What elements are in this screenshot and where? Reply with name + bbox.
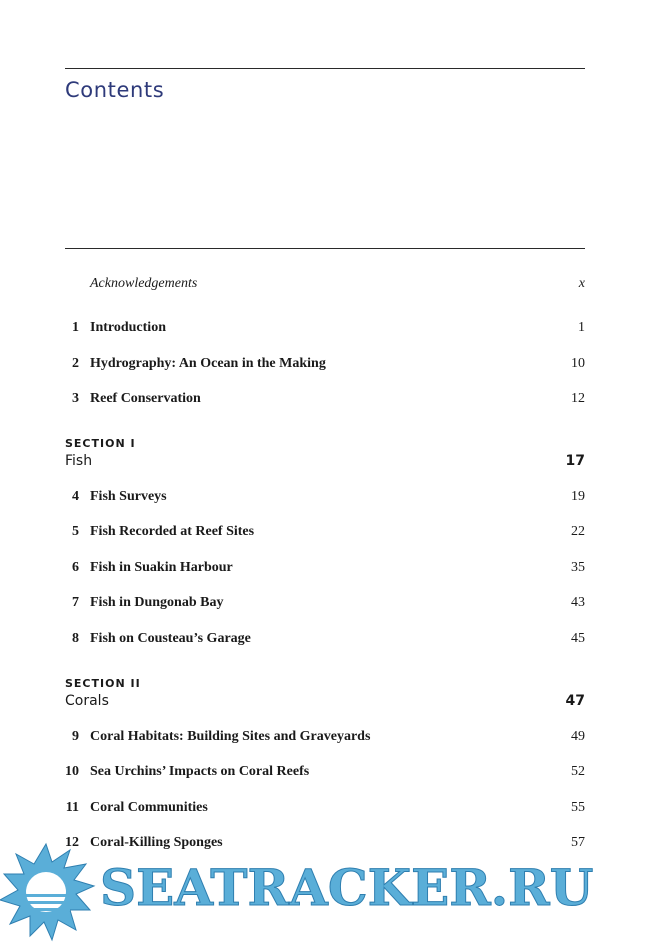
- toc-entry-number: 9: [72, 729, 79, 744]
- toc-entry-page: 43: [571, 595, 585, 610]
- page-title: Contents: [65, 78, 165, 102]
- toc-entry-title: Reef Conservation: [90, 391, 201, 406]
- toc-entry-number: 2: [72, 356, 79, 371]
- toc-entry-page: 49: [571, 729, 585, 744]
- toc-entry-chapter-2[interactable]: [65, 354, 585, 374]
- toc-entry-page: 52: [571, 764, 585, 779]
- toc-entry-page: 10: [571, 356, 585, 371]
- section-name: Fish: [65, 453, 93, 469]
- toc-entry-title: Introduction: [90, 320, 166, 335]
- toc-entry-title: Sea Urchins’ Impacts on Coral Reefs: [90, 764, 310, 779]
- top-rule: [65, 68, 585, 69]
- toc-entry-number: 6: [72, 560, 79, 575]
- toc-entry-number: 8: [72, 631, 79, 646]
- toc-entry-title: Coral Habitats: Building Sites and Graveyards: [90, 729, 371, 744]
- toc-entry-title: Fish Surveys: [90, 489, 167, 504]
- section-heading-corals[interactable]: [65, 691, 585, 711]
- section-page: 47: [565, 693, 585, 709]
- section-page: 17: [565, 453, 585, 469]
- section-name: Corals: [65, 693, 109, 709]
- toc-entry-chapter-7[interactable]: [65, 593, 585, 613]
- toc-entry-number: 12: [65, 835, 79, 850]
- divider-rule: [65, 248, 585, 249]
- toc-entry-title: Coral Communities: [90, 800, 208, 815]
- toc-entry-page: 1: [578, 320, 585, 335]
- toc-entry-chapter-8[interactable]: [65, 629, 585, 649]
- toc-entry-title: Fish on Cousteau’s Garage: [90, 631, 251, 646]
- toc-entry-number: 1: [72, 320, 79, 335]
- toc-entry-page: 55: [571, 800, 585, 815]
- toc-entry-page: 35: [571, 560, 585, 575]
- toc-entry-chapter-5[interactable]: [65, 522, 585, 542]
- toc-entry-page: 19: [571, 489, 585, 504]
- toc-entry-acknowledgements[interactable]: [65, 274, 585, 294]
- toc-entry-page: 12: [571, 391, 585, 406]
- section-label: SECTION II: [65, 677, 141, 690]
- toc-entry-number: 11: [65, 800, 79, 815]
- toc-entry-chapter-3[interactable]: [65, 389, 585, 409]
- toc-entry-title: Acknowledgements: [90, 276, 198, 291]
- toc-entry-title: Fish in Suakin Harbour: [90, 560, 233, 575]
- toc-entry-page: x: [578, 276, 585, 291]
- toc-entry-number: 7: [72, 595, 79, 610]
- toc-entry-page: 45: [571, 631, 585, 646]
- toc-entry-chapter-9[interactable]: [65, 727, 585, 747]
- section-label: SECTION I: [65, 437, 136, 450]
- toc-entry-chapter-10[interactable]: [65, 762, 585, 782]
- toc-entry-number: 3: [72, 391, 79, 406]
- toc-entry-chapter-1[interactable]: [65, 318, 585, 338]
- toc-entry-page: 22: [571, 524, 585, 539]
- toc-entry-title: Hydrography: An Ocean in the Making: [90, 356, 326, 371]
- toc-entry-chapter-11[interactable]: [65, 798, 585, 818]
- watermark-text: SEATRACKER.RU: [100, 858, 594, 917]
- toc-entry-title: Fish in Dungonab Bay: [90, 595, 224, 610]
- section-heading-fish[interactable]: [65, 451, 585, 471]
- toc-entry-chapter-6[interactable]: [65, 558, 585, 578]
- toc-entry-number: 5: [72, 524, 79, 539]
- toc-entry-page: 57: [571, 835, 585, 850]
- toc-entry-title: Fish Recorded at Reef Sites: [90, 524, 255, 539]
- toc-entry-number: 4: [72, 489, 79, 504]
- toc-entry-number: 10: [65, 764, 79, 779]
- toc-entry-chapter-4[interactable]: [65, 487, 585, 507]
- toc-entry-title: Coral-Killing Sponges: [90, 835, 223, 850]
